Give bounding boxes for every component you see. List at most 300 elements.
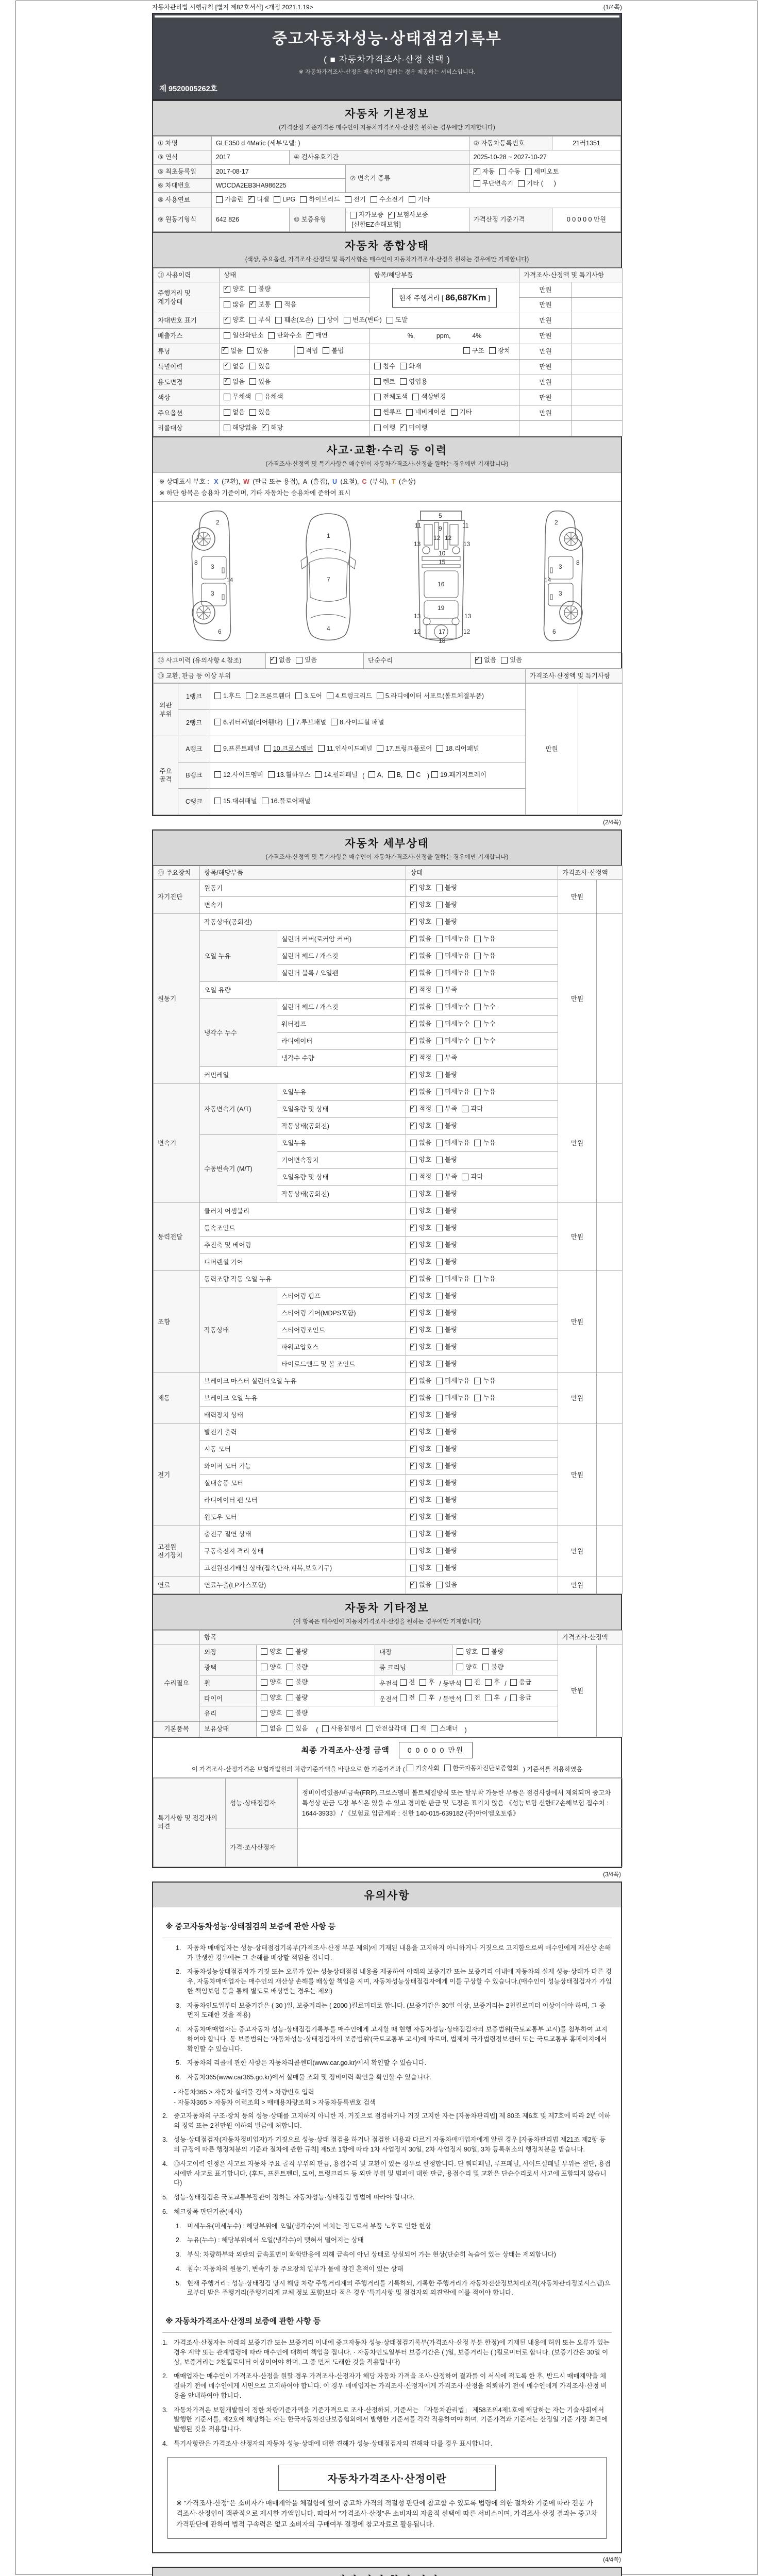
checkbox-하이브리드[interactable] [300,195,340,204]
checkbox-탄화수소[interactable] [268,331,301,340]
checkbox-unchecked-icon[interactable] [345,196,351,203]
checkbox-없음[interactable] [222,347,243,355]
checkbox-checked-icon[interactable] [410,1395,417,1401]
checkbox-checked-icon[interactable] [410,1344,417,1350]
checkbox-5.라디에이터 서포트(볼트체결부품)[interactable] [377,692,484,700]
checkbox-unchecked-icon[interactable] [377,745,383,752]
checkbox-unchecked-icon[interactable] [214,719,221,725]
checkbox-있음[interactable] [296,656,317,664]
checkbox-unchecked-icon[interactable] [436,1480,443,1486]
checkbox-불량[interactable] [249,285,271,293]
checkbox-unchecked-icon[interactable] [436,1514,443,1520]
checkbox-unchecked-icon[interactable] [224,409,230,416]
checkbox-unchecked-icon[interactable] [436,1344,443,1350]
checkbox-양호[interactable] [261,1663,282,1671]
checkbox-훼손(오손)[interactable] [275,316,313,324]
checkbox-unchecked-icon[interactable] [400,1694,407,1701]
checkbox-양호[interactable] [261,1693,282,1702]
checkbox-unchecked-icon[interactable] [410,1140,417,1146]
checkbox-unchecked-icon[interactable] [436,1089,443,1095]
checkbox-unchecked-icon[interactable] [374,425,381,431]
checkbox-checked-icon[interactable] [410,1225,417,1231]
checkbox-unchecked-icon[interactable] [436,1463,443,1469]
checkbox-B,[interactable] [388,771,403,779]
checkbox-세미오토[interactable] [525,167,559,176]
checkbox-스패너[interactable] [431,1724,458,1733]
checkbox-unchecked-icon[interactable] [474,1395,481,1401]
checkbox-침수[interactable] [374,362,395,370]
checkbox-미세누유[interactable] [436,1275,469,1283]
checkbox-unchecked-icon[interactable] [331,719,338,725]
checkbox-보험사보증[interactable] [388,211,428,219]
checkbox-불량[interactable] [436,1292,457,1300]
checkbox-자가보증[interactable] [350,211,383,219]
checkbox-checked-icon[interactable] [410,1378,417,1384]
checkbox-불량[interactable] [436,884,457,892]
checkbox-unchecked-icon[interactable] [411,1725,418,1732]
checkbox-양호[interactable] [410,918,431,926]
checkbox-unchecked-icon[interactable] [261,1679,267,1686]
checkbox-양호[interactable] [410,1241,431,1249]
checkbox-unchecked-icon[interactable] [287,1679,293,1686]
checkbox-unchecked-icon[interactable] [436,1259,443,1265]
checkbox-양호[interactable] [261,1648,282,1656]
checkbox-16.플로어패널[interactable] [262,797,311,805]
checkbox-unchecked-icon[interactable] [465,1679,472,1686]
checkbox-unchecked-icon[interactable] [501,657,508,664]
checkbox-unchecked-icon[interactable] [315,771,322,778]
checkbox-있음[interactable] [249,378,271,386]
checkbox-checked-icon[interactable] [410,1327,417,1333]
checkbox-7.루브패널[interactable] [287,718,326,726]
checkbox-불량[interactable] [436,1513,457,1521]
checkbox-unchecked-icon[interactable] [410,1174,417,1180]
checkbox-누수[interactable] [474,1037,495,1045]
checkbox-양호[interactable] [410,1445,431,1453]
checkbox-unchecked-icon[interactable] [214,745,221,752]
checkbox-unchecked-icon[interactable] [262,798,268,804]
checkbox-checked-icon[interactable] [410,885,417,891]
checkbox-checked-icon[interactable] [262,425,268,431]
checkbox-unchecked-icon[interactable] [436,1446,443,1452]
checkbox-썬루프[interactable] [374,408,401,416]
checkbox-불량[interactable] [436,1547,457,1555]
checkbox-없음[interactable] [410,1037,431,1045]
checkbox-unchecked-icon[interactable] [436,1055,443,1061]
checkbox-불량[interactable] [436,1428,457,1436]
checkbox-unchecked-icon[interactable] [214,771,221,778]
checkbox-unchecked-icon[interactable] [374,394,381,400]
checkbox-미세누유[interactable] [436,1088,469,1096]
checkbox-unchecked-icon[interactable] [410,1531,417,1537]
checkbox-unchecked-icon[interactable] [436,953,443,959]
checkbox-9.프론트패널[interactable] [214,744,260,753]
checkbox-19.패키지트레이[interactable] [431,771,486,779]
checkbox-6.쿼터패널(리어휀다)[interactable] [214,718,282,726]
checkbox-전체도색[interactable] [374,393,408,401]
checkbox-불량[interactable] [436,1071,457,1079]
checkbox-unchecked-icon[interactable] [410,1548,417,1554]
checkbox-없음[interactable] [224,362,245,370]
checkbox-unchecked-icon[interactable] [344,317,350,324]
checkbox-적정[interactable] [410,1105,431,1113]
checkbox-unchecked-icon[interactable] [436,1429,443,1435]
checkbox-unchecked-icon[interactable] [275,301,282,308]
checkbox-과다[interactable] [462,1173,483,1181]
checkbox-양호[interactable] [457,1648,478,1656]
checkbox-없음[interactable] [410,1394,431,1402]
checkbox-양호[interactable] [261,1709,282,1717]
checkbox-unchecked-icon[interactable] [436,1276,443,1282]
checkbox-디젤[interactable] [248,195,269,204]
checkbox-unchecked-icon[interactable] [436,1038,443,1044]
checkbox-unchecked-icon[interactable] [436,1582,443,1588]
checkbox-2.프론트휀더[interactable] [246,692,291,700]
checkbox-불량[interactable] [436,1411,457,1419]
checkbox-불량[interactable] [436,1343,457,1351]
checkbox-미세누유[interactable] [436,1377,469,1385]
checkbox-있음[interactable] [247,347,268,355]
checkbox-unchecked-icon[interactable] [431,771,438,778]
checkbox-unchecked-icon[interactable] [474,1276,481,1282]
checkbox-unchecked-icon[interactable] [287,1664,293,1670]
checkbox-불량[interactable] [436,1496,457,1504]
checkbox-12.사이드멤버[interactable] [214,771,263,779]
checkbox-unchecked-icon[interactable] [400,363,407,369]
checkbox-checked-icon[interactable] [410,1293,417,1299]
checkbox-checked-icon[interactable] [410,936,417,942]
checkbox-불량[interactable] [436,1530,457,1538]
checkbox-unchecked-icon[interactable] [412,394,419,400]
checkbox-미세누수[interactable] [436,1003,469,1011]
checkbox-불량[interactable] [436,1564,457,1572]
checkbox-unchecked-icon[interactable] [436,1140,443,1146]
checkbox-checked-icon[interactable] [410,1072,417,1078]
checkbox-unchecked-icon[interactable] [297,347,304,354]
checkbox-불량[interactable] [287,1678,308,1686]
checkbox-없음[interactable] [410,1088,431,1096]
checkbox-이행[interactable] [374,423,395,432]
checkbox-색상변경[interactable] [412,393,446,401]
checkbox-unchecked-icon[interactable] [436,885,443,891]
checkbox-부족[interactable] [436,1105,457,1113]
checkbox-미세누유[interactable] [436,935,469,943]
checkbox-양호[interactable] [410,1309,431,1317]
checkbox-unchecked-icon[interactable] [410,1191,417,1197]
checkbox-checked-icon[interactable] [410,1021,417,1027]
checkbox-unchecked-icon[interactable] [419,1679,426,1686]
checkbox-미세누유[interactable] [436,969,469,977]
checkbox-unchecked-icon[interactable] [261,1664,267,1670]
checkbox-unchecked-icon[interactable] [436,1174,443,1180]
checkbox-checked-icon[interactable] [410,1089,417,1095]
checkbox-해당[interactable] [262,423,283,432]
checkbox-unchecked-icon[interactable] [247,347,254,354]
checkbox-불량[interactable] [436,1360,457,1368]
checkbox-양호[interactable] [410,1190,431,1198]
checkbox-checked-icon[interactable] [410,970,417,976]
checkbox-없음[interactable] [410,1139,431,1147]
checkbox-unchecked-icon[interactable] [368,771,375,778]
checkbox-unchecked-icon[interactable] [462,1174,468,1180]
checkbox-수동[interactable] [499,167,520,176]
checkbox-checked-icon[interactable] [410,919,417,925]
checkbox-unchecked-icon[interactable] [436,1361,443,1367]
checkbox-불량[interactable] [436,1241,457,1249]
checkbox-있음[interactable] [436,1581,457,1589]
checkbox-unchecked-icon[interactable] [436,987,443,993]
checkbox-checked-icon[interactable] [410,902,417,908]
checkbox-unchecked-icon[interactable] [261,1710,267,1717]
checkbox-unchecked-icon[interactable] [436,902,443,908]
checkbox-unchecked-icon[interactable] [463,347,470,354]
checkbox-unchecked-icon[interactable] [300,196,307,203]
checkbox-checked-icon[interactable] [410,1106,417,1112]
checkbox-부족[interactable] [436,1173,457,1181]
checkbox-적정[interactable] [410,1173,431,1181]
checkbox-unchecked-icon[interactable] [400,1679,407,1686]
checkbox-없음[interactable] [410,1581,431,1589]
checkbox-양호[interactable] [410,1564,431,1572]
checkbox-unchecked-icon[interactable] [268,771,275,778]
checkbox-unchecked-icon[interactable] [436,1225,443,1231]
checkbox-checked-icon[interactable] [410,1310,417,1316]
checkbox-unchecked-icon[interactable] [274,196,280,203]
checkbox-unchecked-icon[interactable] [246,692,253,699]
checkbox-보통[interactable] [249,300,271,309]
checkbox-양호[interactable] [410,1411,431,1419]
checkbox-unchecked-icon[interactable] [518,180,525,187]
checkbox-전[interactable] [400,1678,415,1686]
checkbox-14.필러패널[interactable] [315,771,358,779]
checkbox-10.크로스멤버[interactable] [264,744,313,753]
checkbox-unchecked-icon[interactable] [436,1378,443,1384]
checkbox-잭[interactable] [411,1724,426,1733]
checkbox-unchecked-icon[interactable] [287,1710,293,1717]
checkbox-unchecked-icon[interactable] [350,212,357,218]
checkbox-unchecked-icon[interactable] [436,1395,443,1401]
checkbox-unchecked-icon[interactable] [436,1004,443,1010]
checkbox-unchecked-icon[interactable] [462,1106,468,1112]
checkbox-unchecked-icon[interactable] [318,317,325,324]
checkbox-누수[interactable] [474,1003,495,1011]
checkbox-checked-icon[interactable] [474,168,480,175]
checkbox-불량[interactable] [287,1663,308,1671]
checkbox-없음[interactable] [410,1020,431,1028]
checkbox-unchecked-icon[interactable] [410,1565,417,1571]
checkbox-누유[interactable] [474,969,495,977]
checkbox-있음[interactable] [249,362,271,370]
checkbox-미세누유[interactable] [436,952,469,960]
checkbox-unchecked-icon[interactable] [216,196,223,203]
checkbox-checked-icon[interactable] [475,657,482,664]
checkbox-누유[interactable] [474,935,495,943]
checkbox-unchecked-icon[interactable] [457,1664,463,1670]
checkbox-unchecked-icon[interactable] [510,1679,517,1686]
checkbox-checked-icon[interactable] [410,1582,417,1588]
checkbox-unchecked-icon[interactable] [510,1694,517,1701]
checkbox-unchecked-icon[interactable] [436,1327,443,1333]
checkbox-unchecked-icon[interactable] [374,363,381,369]
checkbox-unchecked-icon[interactable] [374,409,381,416]
checkbox-없음[interactable] [410,969,431,977]
checkbox-unchecked-icon[interactable] [436,1242,443,1248]
checkbox-unchecked-icon[interactable] [436,936,443,942]
checkbox-checked-icon[interactable] [224,363,230,369]
checkbox-유채색[interactable] [256,393,283,401]
checkbox-없음[interactable] [270,656,291,664]
checkbox-unchecked-icon[interactable] [474,180,480,187]
checkbox-안전삼각대[interactable] [366,1724,406,1733]
checkbox-기타[interactable] [409,195,430,204]
checkbox-unchecked-icon[interactable] [474,1089,481,1095]
checkbox-unchecked-icon[interactable] [436,1157,443,1163]
checkbox-unchecked-icon[interactable] [465,1694,472,1701]
checkbox-응급[interactable] [510,1693,531,1702]
checkbox-불량[interactable] [287,1709,308,1717]
checkbox-누유[interactable] [474,1394,495,1402]
checkbox-불량[interactable] [436,1207,457,1215]
checkbox-전[interactable] [400,1693,415,1702]
checkbox-unchecked-icon[interactable] [249,363,256,369]
checkbox-불량[interactable] [436,1326,457,1334]
checkbox-불량[interactable] [482,1648,503,1656]
checkbox-unchecked-icon[interactable] [410,1208,417,1214]
checkbox-unchecked-icon[interactable] [327,692,333,699]
checkbox-unchecked-icon[interactable] [224,425,230,431]
checkbox-자동[interactable] [474,167,495,176]
checkbox-unchecked-icon[interactable] [436,1106,443,1112]
checkbox-unchecked-icon[interactable] [436,1497,443,1503]
checkbox-checked-icon[interactable] [224,378,230,385]
checkbox-unchecked-icon[interactable] [268,332,275,339]
checkbox-unchecked-icon[interactable] [525,168,532,175]
checkbox-checked-icon[interactable] [410,1259,417,1265]
checkbox-네비게이션[interactable] [406,408,446,416]
checkbox-unchecked-icon[interactable] [436,1565,443,1571]
checkbox-checked-icon[interactable] [224,317,230,324]
checkbox-LPG[interactable] [274,195,295,204]
checkbox-양호[interactable] [410,1547,431,1555]
checkbox-checked-icon[interactable] [410,1446,417,1452]
checkbox-기타 ( )[interactable] [518,179,556,188]
checkbox-후[interactable] [485,1693,500,1702]
checkbox-unchecked-icon[interactable] [474,970,481,976]
checkbox-영업용[interactable] [400,378,427,386]
checkbox-unchecked-icon[interactable] [295,692,302,699]
checkbox-미세누수[interactable] [436,1020,469,1028]
checkbox-불량[interactable] [482,1663,503,1671]
checkbox-부식[interactable] [249,316,271,324]
checkbox-unchecked-icon[interactable] [436,919,443,925]
checkbox-unchecked-icon[interactable] [444,1765,451,1771]
checkbox-불량[interactable] [436,918,457,926]
checkbox-unchecked-icon[interactable] [436,1021,443,1027]
checkbox-불량[interactable] [436,1258,457,1266]
checkbox-unchecked-icon[interactable] [322,1725,329,1732]
checkbox-후[interactable] [485,1678,500,1686]
checkbox-응급[interactable] [510,1678,531,1686]
checkbox-unchecked-icon[interactable] [214,692,221,699]
checkbox-checked-icon[interactable] [410,1412,417,1418]
checkbox-unchecked-icon[interactable] [261,1694,267,1701]
checkbox-후[interactable] [419,1678,434,1686]
checkbox-checked-icon[interactable] [410,1429,417,1435]
checkbox-미세누수[interactable] [436,1037,469,1045]
checkbox-불량[interactable] [287,1693,308,1702]
checkbox-해당없음[interactable] [224,423,257,432]
checkbox-unchecked-icon[interactable] [482,1648,489,1655]
checkbox-unchecked-icon[interactable] [407,1765,413,1771]
checkbox-unchecked-icon[interactable] [224,301,230,308]
checkbox-후[interactable] [419,1693,434,1702]
checkbox-unchecked-icon[interactable] [474,953,481,959]
checkbox-전[interactable] [465,1678,480,1686]
checkbox-적음[interactable] [275,300,296,309]
checkbox-불량[interactable] [436,1190,457,1198]
checkbox-수소전기[interactable] [371,195,404,204]
checkbox-없음[interactable] [410,1003,431,1011]
checkbox-unchecked-icon[interactable] [436,1072,443,1078]
checkbox-17.트렁크플로어[interactable] [377,744,432,753]
checkbox-unchecked-icon[interactable] [436,1531,443,1537]
checkbox-도말[interactable] [386,316,408,324]
checkbox-미이행[interactable] [400,423,427,432]
checkbox-unchecked-icon[interactable] [474,936,481,942]
checkbox-unchecked-icon[interactable] [436,1208,443,1214]
checkbox-전기[interactable] [345,195,366,204]
checkbox-기술사회[interactable] [407,1764,439,1772]
checkbox-변조(변타)[interactable] [344,316,382,324]
checkbox-전[interactable] [465,1693,480,1702]
checkbox-매연[interactable] [307,331,328,340]
checkbox-11.인사이드패널[interactable] [318,744,373,753]
checkbox-양호[interactable] [410,1530,431,1538]
checkbox-unchecked-icon[interactable] [436,1310,443,1316]
checkbox-unchecked-icon[interactable] [407,771,414,778]
checkbox-unchecked-icon[interactable] [409,196,415,203]
checkbox-없음[interactable] [410,935,431,943]
checkbox-unchecked-icon[interactable] [474,1140,481,1146]
checkbox-A,[interactable] [368,771,383,779]
checkbox-양호[interactable] [261,1678,282,1686]
checkbox-한국자동차진단보증협회[interactable] [444,1764,519,1772]
checkbox-불량[interactable] [436,1445,457,1453]
checkbox-양호[interactable] [410,1224,431,1232]
checkbox-적법[interactable] [297,347,318,355]
checkbox-있음[interactable] [287,1724,308,1733]
checkbox-unchecked-icon[interactable] [374,378,381,385]
checkbox-양호[interactable] [410,1156,431,1164]
checkbox-양호[interactable] [410,901,431,909]
checkbox-unchecked-icon[interactable] [377,692,383,699]
checkbox-unchecked-icon[interactable] [371,196,377,203]
checkbox-unchecked-icon[interactable] [224,394,230,400]
checkbox-누유[interactable] [474,1088,495,1096]
checkbox-무채색[interactable] [224,393,251,401]
checkbox-unchecked-icon[interactable] [436,1412,443,1418]
checkbox-unchecked-icon[interactable] [474,1038,481,1044]
checkbox-양호[interactable] [410,1428,431,1436]
checkbox-unchecked-icon[interactable] [451,409,458,416]
checkbox-누유[interactable] [474,1139,495,1147]
checkbox-unchecked-icon[interactable] [224,332,230,339]
checkbox-unchecked-icon[interactable] [457,1648,463,1655]
checkbox-checked-icon[interactable] [270,657,277,664]
checkbox-누유[interactable] [474,1377,495,1385]
checkbox-unchecked-icon[interactable] [436,1123,443,1129]
checkbox-없음[interactable] [224,378,245,386]
